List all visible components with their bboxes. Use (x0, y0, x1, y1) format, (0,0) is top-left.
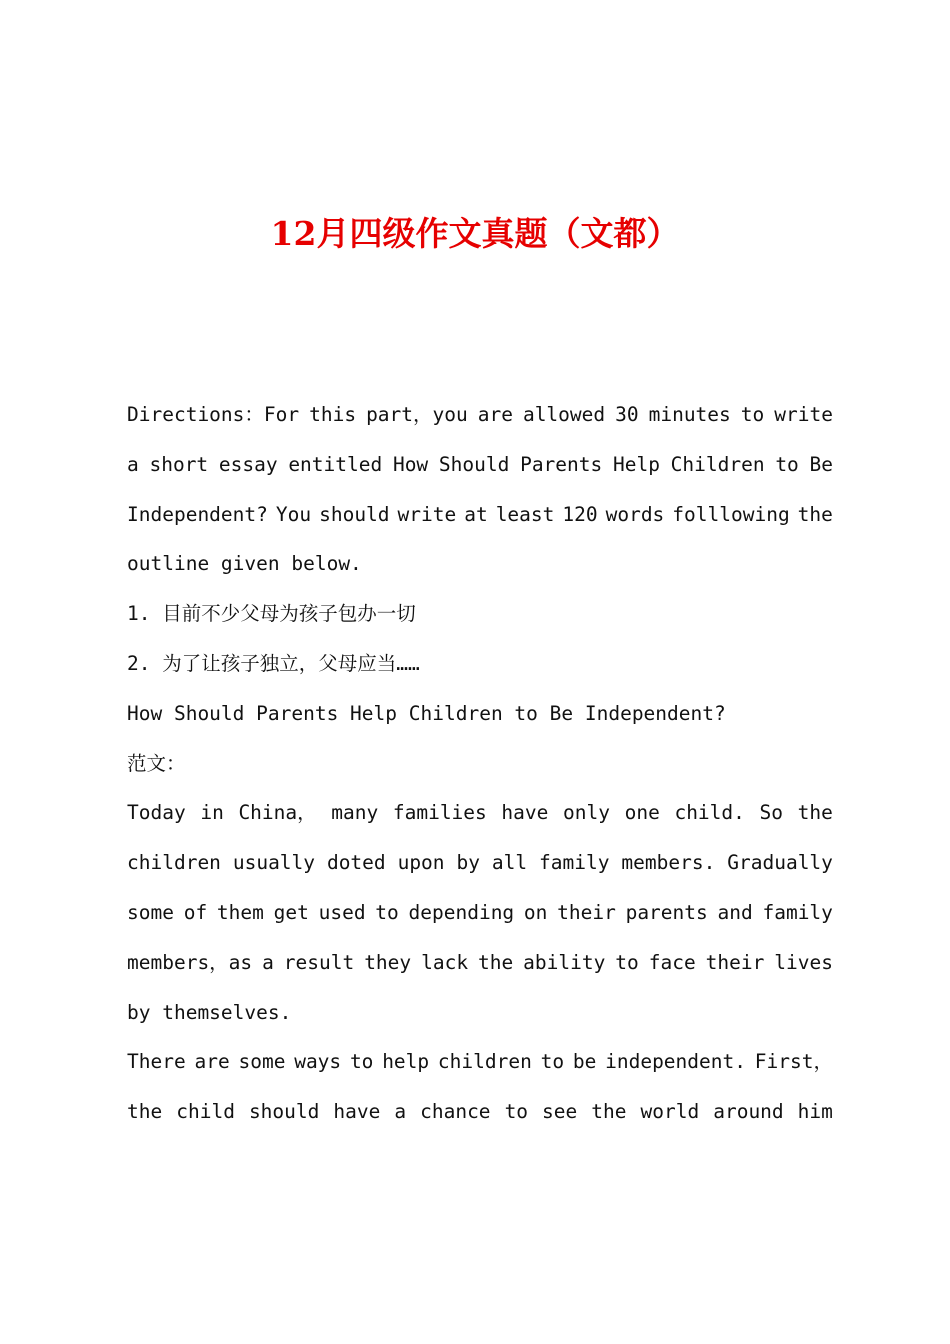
word: to (349, 1050, 374, 1074)
word: ways (294, 1050, 342, 1074)
word: all (491, 851, 528, 875)
document-title: 12月四级作文真题（文都） (270, 214, 680, 253)
document-body (127, 390, 833, 1137)
paragraph-line (127, 838, 833, 888)
word: them (216, 900, 264, 924)
word: by (456, 851, 480, 875)
word: child (176, 1100, 235, 1124)
word: the (797, 801, 833, 825)
word: There (127, 1050, 186, 1074)
word: on (523, 900, 548, 924)
word: So (759, 801, 784, 825)
word: him (797, 1100, 833, 1124)
essay-title: How Should Parents Help Children to Be Independent? (127, 701, 726, 725)
word: minutes (648, 403, 731, 426)
word: depending (408, 900, 515, 924)
word: in (200, 801, 224, 825)
directions-line (127, 390, 833, 440)
word: world (640, 1100, 700, 1124)
word: lack (421, 950, 469, 974)
word: to (740, 403, 765, 426)
word: Gradually (727, 851, 833, 875)
word: doted (326, 851, 386, 875)
word: First， (754, 1050, 833, 1074)
paragraph-line (127, 1087, 833, 1137)
word: words (605, 502, 665, 526)
word: write (774, 403, 833, 426)
word: be (572, 1050, 597, 1074)
directions-line (127, 440, 833, 490)
word: at (464, 502, 488, 526)
word: the (127, 1100, 163, 1124)
word: to (775, 452, 799, 476)
word: the (797, 502, 833, 526)
word: this (309, 403, 357, 426)
word: Directions：For (127, 403, 300, 426)
word: have (501, 801, 549, 825)
word: around (713, 1100, 784, 1124)
word: and (717, 900, 753, 924)
word: How (392, 452, 429, 476)
word: Today (127, 801, 186, 825)
word: short (149, 452, 209, 476)
word: a (394, 1100, 407, 1124)
word: face (648, 950, 696, 974)
word: of (183, 900, 208, 924)
paragraph-line: by themselves. (127, 1000, 292, 1024)
word: get (273, 900, 309, 924)
word: their (705, 950, 765, 974)
word: one (624, 801, 660, 825)
word: 120 (562, 502, 598, 526)
word: Help (612, 452, 660, 476)
word: result (283, 950, 355, 974)
outline-item: 2. 为了让孩子独立，父母应当…… (127, 651, 420, 675)
word: some (127, 900, 174, 924)
word: some (238, 1050, 286, 1074)
word: are (194, 1050, 230, 1074)
directions-line (127, 490, 833, 540)
word: independent. (605, 1050, 746, 1074)
word: child. (674, 801, 745, 825)
word: essay (218, 452, 278, 476)
word: least (495, 502, 555, 526)
word: help (382, 1050, 430, 1074)
word: Should (438, 452, 510, 476)
word: family (539, 851, 610, 875)
word: parents (625, 900, 708, 924)
word: Independent? (127, 502, 268, 526)
word: the (478, 950, 514, 974)
word: ability (523, 950, 606, 974)
word: allowed (522, 403, 606, 426)
word: the (591, 1100, 627, 1124)
word: should (248, 1100, 320, 1124)
word: their (557, 900, 616, 924)
paragraph-line (127, 1037, 833, 1087)
word: to (504, 1100, 529, 1124)
word: part，you (366, 403, 468, 426)
paragraph-line (127, 788, 833, 838)
outline-item: 1. 目前不少父母为孩子包办一切 (127, 602, 416, 626)
word: a (262, 950, 274, 974)
word: children (127, 851, 221, 875)
word: usually (232, 851, 316, 875)
word: many (331, 801, 379, 825)
paragraph-line (127, 938, 833, 988)
word: lives (774, 950, 833, 974)
word: folllowing (672, 502, 790, 526)
word: Children (670, 452, 765, 476)
sample-label: 范文： (127, 751, 186, 775)
word: to (375, 900, 399, 924)
word: to (540, 1050, 565, 1074)
word: are (477, 403, 513, 426)
word: a (127, 452, 139, 476)
word: chance (420, 1100, 491, 1124)
directions-line: outline given below. (127, 552, 362, 576)
word: upon (397, 851, 445, 875)
word: write (397, 502, 457, 526)
word: Parents (520, 452, 603, 476)
word: You (275, 502, 312, 526)
word: members. (621, 851, 716, 875)
word: see (542, 1100, 578, 1124)
word: only (563, 801, 610, 825)
word: family (762, 900, 833, 924)
word: to (615, 950, 639, 974)
word: Be (809, 452, 833, 476)
word: entitled (288, 452, 383, 476)
word: 30 (615, 403, 639, 426)
word: families (392, 801, 487, 825)
word: China， (238, 801, 317, 825)
paragraph-line (127, 888, 833, 938)
word: used (318, 900, 366, 924)
word: children (437, 1050, 532, 1074)
word: should (319, 502, 390, 526)
word: have (333, 1100, 381, 1124)
word: members，as (127, 950, 253, 974)
word: they (364, 950, 412, 974)
